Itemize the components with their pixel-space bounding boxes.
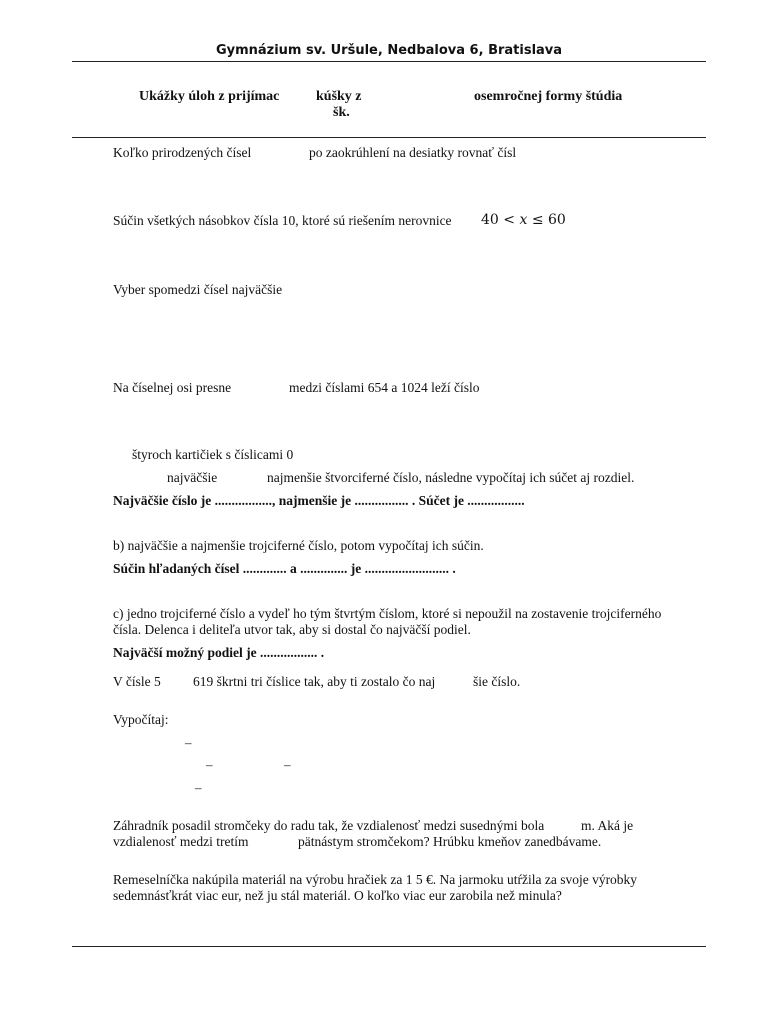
subtitle-part2b: šk.	[333, 105, 350, 120]
task9-line2: sedemnásťkrát viac eur, než ju stál materiál. O koľko viac eur zarobila než minula?	[113, 888, 562, 903]
task2-inequality	[481, 212, 566, 228]
inequality-right: ≤ 60	[531, 212, 566, 228]
inequality-variable: x	[519, 212, 528, 228]
subtitle-part3: osemročnej formy štúdia	[474, 89, 623, 104]
task6-text-c: šie číslo.	[473, 674, 521, 689]
task5b-answer: Súčin hľadaných čísel ............. a .............. je ......................... .	[113, 561, 456, 576]
subtitle-rule	[72, 137, 706, 138]
footer-rule	[72, 946, 706, 947]
school-header: Gymnázium sv. Uršule, Nedbalova 6, Bratislava	[215, 43, 563, 58]
task5-answer: Najväčšie číslo je ................., najmenšie je ................ . Súčet je .................	[113, 493, 525, 508]
task5c-line1: c) jedno trojciferné číslo a vydeľ ho tým štvrtým číslom, ktoré si nepoužil na zostavenie trojciferného	[113, 606, 662, 621]
task9-line1: Remeselníčka nakúpila materiál na výrobu hračiek za 1 5 €. Na jarmoku utŕžila za svoje výrobky	[113, 872, 638, 887]
task5-line2-a: najväčšie	[167, 470, 218, 485]
task3-text: Vyber spomedzi čísel najväčšie	[113, 282, 283, 297]
task6-text-b: 619 škrtni tri číslice tak, aby ti zostalo čo naj	[193, 674, 436, 689]
task5c-answer: Najväčší možný podiel je ................. .	[113, 645, 325, 660]
task2-text: Súčin všetkých násobkov čísla 10, ktoré sú riešením nerovnice	[113, 213, 452, 228]
task7-dash-3: –	[284, 757, 291, 772]
task7-label: Vypočítaj:	[113, 712, 169, 727]
task8-line2-b: pätnástym stromčekom? Hrúbku kmeňov zanedbávame.	[298, 834, 602, 849]
inequality-left: 40 <	[481, 212, 515, 228]
task7-dash-4: –	[195, 780, 202, 795]
task6-text-a: V čísle 5	[113, 674, 161, 689]
task4-text-a: Na číselnej osi presne	[113, 380, 232, 395]
task8-line1-b: m. Aká je	[581, 818, 634, 833]
task7-dash-2: –	[206, 757, 213, 772]
task8-line2-a: vzdialenosť medzi tretím	[113, 834, 249, 849]
task8-line1-a: Záhradník posadil stromčeky do radu tak, že vzdialenosť medzi susednými bola	[113, 818, 545, 833]
task5-line1: štyroch kartičiek s číslicami 0	[132, 447, 294, 462]
task5-line2-b: najmenšie štvorciferné číslo, následne vypočítaj ich súčet aj rozdiel.	[267, 470, 635, 485]
task1-text-a: Koľko prirodzených čísel	[113, 145, 252, 160]
header-rule	[72, 61, 706, 62]
task7-dash-1: –	[185, 735, 192, 750]
task5c-line2: čísla. Delenca i deliteľa utvor tak, aby si dostal čo najväčší podiel.	[113, 622, 471, 637]
subtitle-part2a: kúšky z	[316, 89, 362, 104]
subtitle-part1: Ukážky úloh z prijímac	[139, 89, 280, 104]
task5b-question: b) najväčšie a najmenšie trojciferné číslo, potom vypočítaj ich súčin.	[113, 538, 484, 553]
task4-text-b: medzi číslami 654 a 1024 leží číslo	[289, 380, 480, 395]
task1-text-b: po zaokrúhlení na desiatky rovnať čísl	[309, 145, 517, 160]
